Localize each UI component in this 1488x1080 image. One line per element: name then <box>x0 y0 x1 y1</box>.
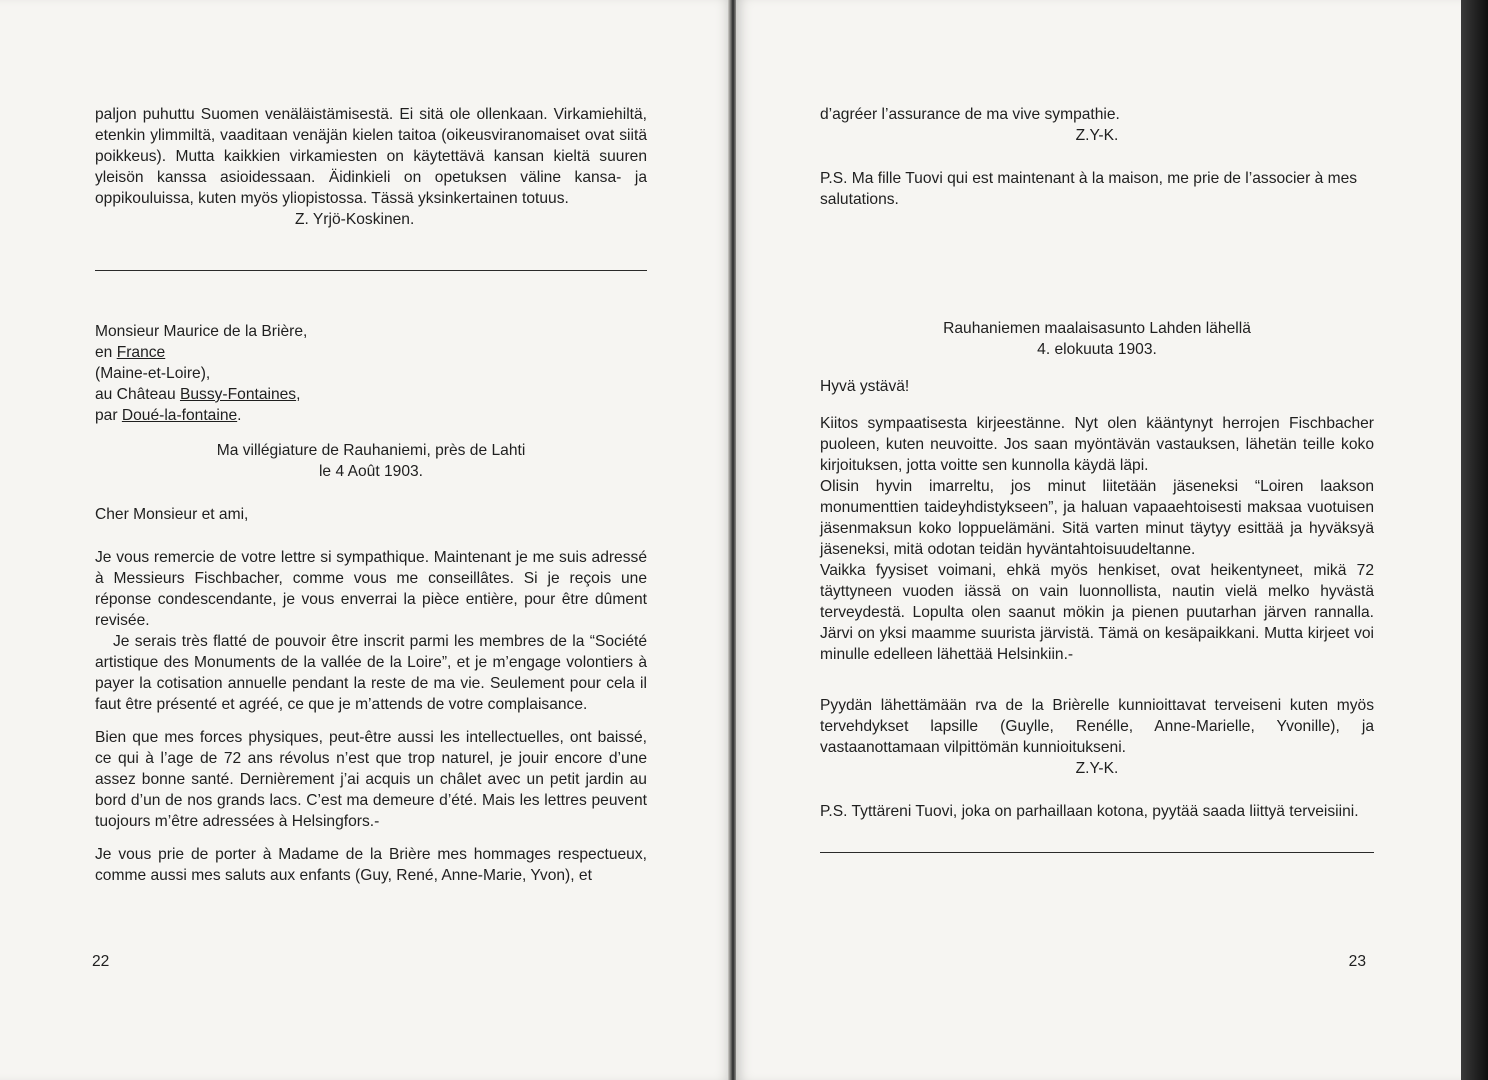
letter-paragraph: Je vous remercie de votre lettre si sympathique. Maintenant je me suis adressé à Messieurs Fischbacher, comme vous me conseillâtes. Si je reçois une réponse condescendante, je vous enverrai la pièce entière, pour être dûment revisée. <box>95 549 647 629</box>
signature-yrjo-koskinen: Z. Yrjö-Koskinen. <box>295 211 415 228</box>
book-edge-shadow <box>1461 0 1488 1080</box>
letter-paragraph: Pyydän lähettämään rva de la Brièrelle kunnioittavat terveiseni kuten myös tervehdykset lapsille (Guylle, Renélle, Anne-Marielle, Yvonille), ja vastaanottamaan vilpittömän kunnioitukseni. <box>820 697 1374 756</box>
letter-paragraph: Kiitos sympaatisesta kirjeestänne. Nyt olen kääntynyt herrojen Fischbacher puoleen, kuten neuvoitte. Jos saan myöntävän vastauksen, lähetän teille koko kirjoituksen, jotta voitte sen kunnolla käydä läpi. <box>820 415 1374 474</box>
address-line-chateau: au Château Bussy-Fontaines, <box>95 386 301 403</box>
right-page <box>736 0 1461 1080</box>
letter-paragraph: Vaikka fyysiset voimani, ehkä myös henkiset, ovat heikentyneet, mikä 72 täyttyneen vuoden iässä on vain luonnollista, nautin vielä melko hyvästä terveydestä. Lopulta olen saanut mökin ja pienen puutarhan järven rannalla. Järvi on yksi maamme suurista järvistä. Tämä on kesäpaikkani. Mutta kirjeet voi minulle edelleen lähettää Helsinkiin.- <box>820 562 1374 663</box>
postscript-finnish: P.S. Tyttäreni Tuovi, joka on parhaillaan kotona, pyytää saada liittyä terveisiini. <box>820 803 1359 820</box>
finnish-letter-ending: paljon puhuttu Suomen venäläistämisestä. Ei sitä ole ollenkaan. Virkamiehiltä, etenkin ylimmiltä, vaaditaan venäjän kielen taitoa (oikeusviranomaiset ovat siitä poikkeus). Mutta kaikkien virkamiesten on käytettävä kansan kieltä suuren yleisön kanssa asioidessaan. Äidinkieli on opetuksen väline kansa- ja oppikouluissa, kuten myös yliopistossa. Tässä yksinkertainen totuus. <box>95 106 647 207</box>
page-number-right: 23 <box>1348 953 1366 970</box>
letter-place: Ma villégiature de Rauhaniemi, près de Lahti <box>216 442 526 459</box>
letter-paragraph: Olisin hyvin imarreltu, jos minut liitetään jäseneksi “Loiren laakson monumenttien taideyhdistykseen”, ja haluan vapaaehtoisesti maksaa vuotuisen jäsenmaksun koko loppuelämäni. Sitä varten minut täytyy esittää ja hyväksyä jäseneksi, mitä odotan teidän hyväntahtoisuudeltanne. <box>820 478 1374 558</box>
left-text-column <box>95 104 647 886</box>
signature-initials: Z.Y-K. <box>1075 127 1119 144</box>
section-divider <box>820 852 1374 853</box>
address-line-name: Monsieur Maurice de la Brière, <box>95 323 308 340</box>
letter-date: 4. elokuuta 1903. <box>1037 341 1157 358</box>
chateau-link[interactable]: Bussy-Fontaines <box>179 386 297 403</box>
address-line-region: (Maine-et-Loire), <box>95 365 211 382</box>
address-line-town: par Doué-la-fontaine. <box>95 407 242 424</box>
town-link[interactable]: Doué-la-fontaine <box>121 407 238 424</box>
letter-paragraph: Je vous prie de porter à Madame de la Brière mes hommages respectueux, comme aussi mes saluts aux enfants (Guy, René, Anne-Marie, Yvon), et <box>95 846 647 884</box>
postscript-french: P.S. Ma fille Tuovi qui est maintenant à la maison, me prie de l’associer à mes salutations. <box>820 170 1358 208</box>
page-number-left: 22 <box>92 953 110 970</box>
address-line-country: en France <box>95 344 166 361</box>
letter-paragraph: Bien que mes forces physiques, peut-être aussi les intellectuelles, ont baissé, ce qui à l’age de 72 ans révolus n’est que trop naturel, je jouir encore d’une assez bonne santé. Dernièrement j’ai acquis un châlet avec un petit jardin au bord d’un de nos grands lacs. C’est ma demeure d’été. Mais les lettres peuvent tuojours m’être adressées à Helsingfors.- <box>95 729 647 830</box>
letter-date: le 4 Août 1903. <box>318 463 424 480</box>
letter-closing: d’agréer l’assurance de ma vive sympathie. <box>820 106 1120 123</box>
left-page <box>0 0 732 1080</box>
letter-paragraph: Je serais très flatté de pouvoir être inscrit parmi les membres de la “Société artistique des Monuments de la vallée de la Loire”, et je m’engage volontiers à payer la cotisation annuelle pendant la reste de ma vie. Seulement pour cela il faut être présenté et agréé, ce que je m’attends de votre complaisance. <box>95 633 647 713</box>
country-link[interactable]: France <box>116 344 166 361</box>
letter-place: Rauhaniemen maalaisasunto Lahden lähellä <box>943 320 1251 337</box>
right-text-column <box>820 104 1374 853</box>
letter-salutation: Cher Monsieur et ami, <box>95 506 249 523</box>
recipient-address <box>95 321 647 426</box>
letter-salutation: Hyvä ystävä! <box>820 378 910 395</box>
signature-initials: Z.Y-K. <box>1075 760 1119 777</box>
